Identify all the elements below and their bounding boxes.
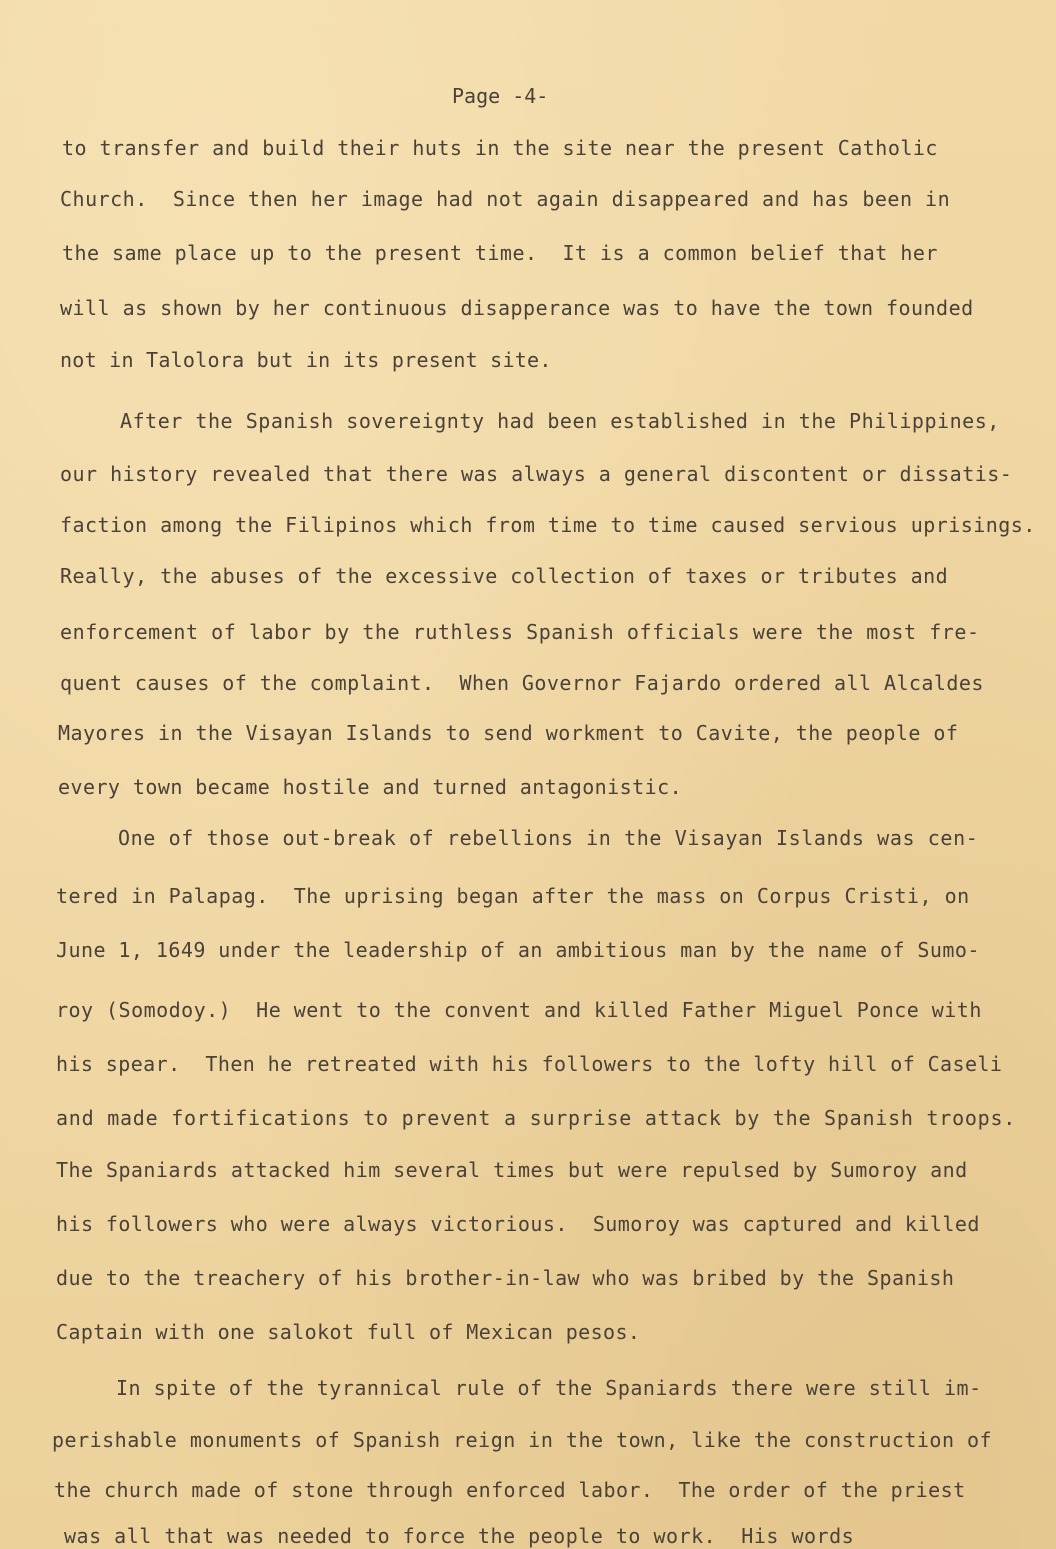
text-line: will as shown by her continuous disapperance was to have the town founded xyxy=(60,296,974,320)
text-line: to transfer and build their huts in the site near the present Catholic xyxy=(62,136,938,160)
text-line: Church. Since then her image had not again disappeared and has been in xyxy=(60,187,950,211)
text-line: Really, the abuses of the excessive collection of taxes or tributes and xyxy=(60,564,948,588)
paragraph-start-line: One of those out-break of rebellions in the Visayan Islands was cen- xyxy=(118,826,978,850)
text-line: June 1, 1649 under the leadership of an ambitious man by the name of Sumo- xyxy=(56,938,980,962)
text-line: faction among the Filipinos which from time to time caused servious uprisings. xyxy=(60,513,1036,537)
text-line: tered in Palapag. The uprising began after the mass on Corpus Cristi, on xyxy=(56,884,970,908)
text-line: perishable monuments of Spanish reign in the town, like the construction of xyxy=(52,1428,992,1452)
text-line: his spear. Then he retreated with his followers to the lofty hill of Caseli xyxy=(56,1052,1002,1076)
text-line: the church made of stone through enforced labor. The order of the priest xyxy=(54,1478,966,1502)
text-line: and made fortifications to prevent a surprise attack by the Spanish troops. xyxy=(56,1106,1016,1130)
text-line: The Spaniards attacked him several times but were repulsed by Sumoroy and xyxy=(56,1158,968,1182)
text-line: every town became hostile and turned antagonistic. xyxy=(58,775,682,799)
text-line: roy (Somodoy.) He went to the convent and killed Father Miguel Ponce with xyxy=(56,998,982,1022)
page-number: Page -4- xyxy=(452,84,549,108)
text-line: not in Talolora but in its present site. xyxy=(60,348,552,372)
text-line: Captain with one salokot full of Mexican pesos. xyxy=(56,1320,640,1344)
paragraph-start-line: In spite of the tyrannical rule of the Spaniards there were still im- xyxy=(116,1376,982,1400)
text-line: our history revealed that there was always a general discontent or dissatis- xyxy=(60,462,1012,486)
paragraph-start-line: After the Spanish sovereignty had been established in the Philippines, xyxy=(120,409,1000,433)
text-line: due to the treachery of his brother-in-law who was bribed by the Spanish xyxy=(56,1266,954,1290)
text-line: the same place up to the present time. It is a common belief that her xyxy=(62,241,938,265)
text-line: quent causes of the complaint. When Governor Fajardo ordered all Alcaldes xyxy=(60,671,984,695)
text-line: was all that was needed to force the people to work. His words xyxy=(64,1524,854,1548)
text-line: enforcement of labor by the ruthless Spanish officials were the most fre- xyxy=(60,620,980,644)
text-line: Mayores in the Visayan Islands to send workment to Cavite, the people of xyxy=(58,721,958,745)
text-line: his followers who were always victorious. Sumoroy was captured and killed xyxy=(56,1212,980,1236)
